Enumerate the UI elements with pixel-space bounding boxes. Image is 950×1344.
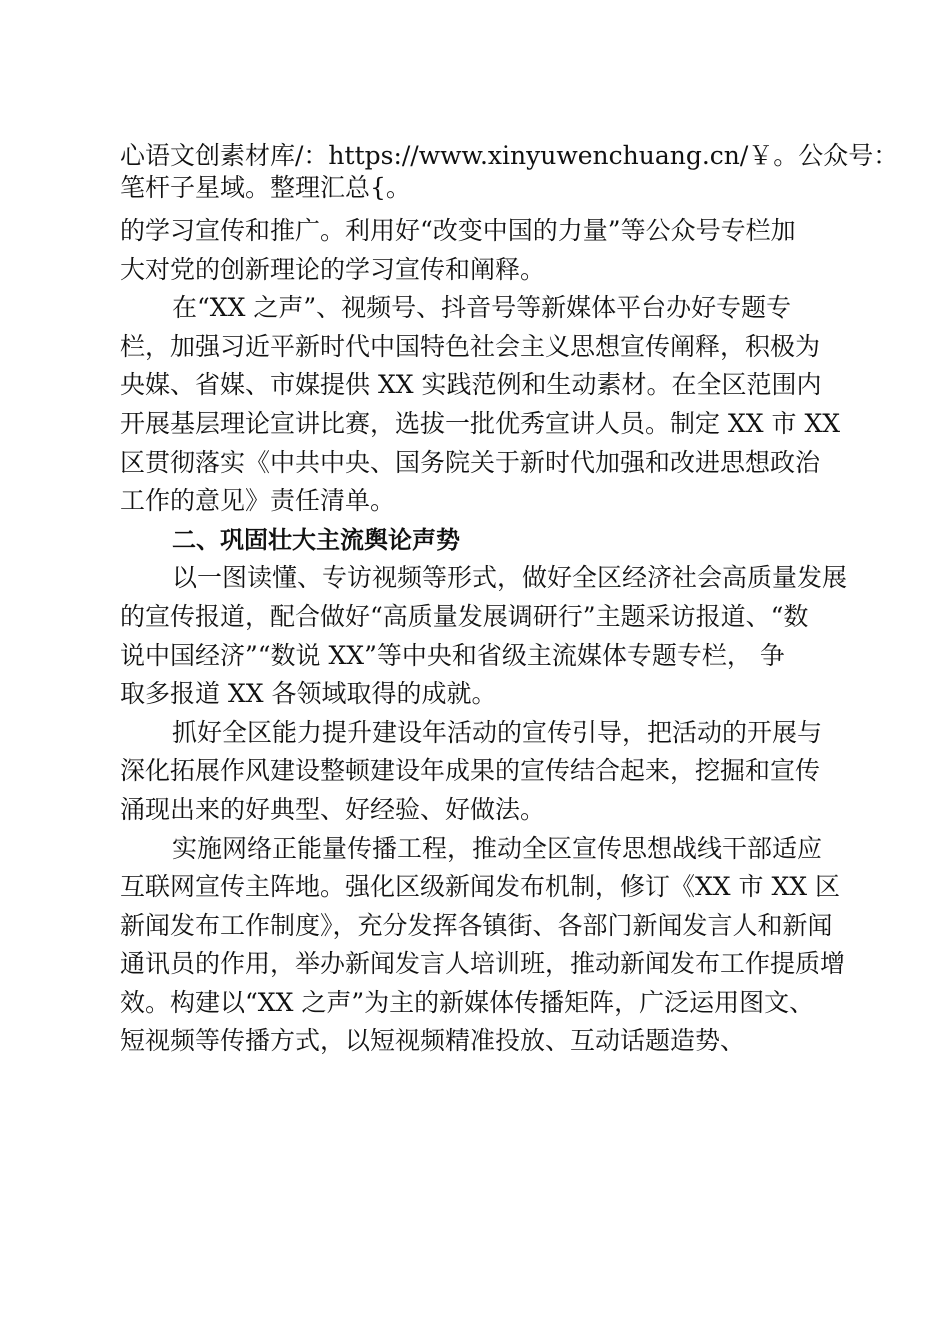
paragraph-line: 央媒、省媒、市媒提供 XX 实践范例和生动素材。在全区范围内 [120, 370, 822, 400]
paragraph-5 [120, 830, 845, 1062]
paragraph-3 [120, 559, 848, 713]
paragraph-line: 工作的意见》责任清单。 [120, 486, 396, 516]
paragraph-line: 的宣传报道，配合做好“高质量发展调研行”主题采访报道、“数 [120, 601, 809, 631]
document-body [120, 212, 848, 1061]
paragraph-4 [120, 714, 845, 830]
source-watermark-note [120, 140, 899, 204]
source-note-line-2: 笔杆子星域。整理汇总{。 [120, 173, 411, 202]
paragraph-line: 抓好全区能力提升建设年活动的宣传引导，把活动的开展与 [172, 717, 823, 747]
paragraph-line: 说中国经济”“数说 XX”等中央和省级主流媒体专题专栏， 争 [120, 640, 785, 670]
section-heading: 二、巩固壮大主流舆论声势 [172, 525, 460, 554]
section-heading-block [120, 521, 845, 560]
paragraph-line: 互联网宣传主阵地。强化区级新闻发布机制，修订《XX 市 XX 区 [120, 872, 841, 902]
paragraph-line: 开展基层理论宣讲比赛，选拔一批优秀宣讲人员。制定 XX 市 XX [120, 408, 841, 438]
paragraph-line: 通讯员的作用，举办新闻发言人培训班，推动新闻发布工作提质增 [120, 949, 846, 979]
paragraph-line: 短视频等传播方式，以短视频精准投放、互动话题造势、 [120, 1026, 746, 1056]
paragraph-line: 大对党的创新理论的学习宣传和阐释。 [120, 254, 546, 284]
paragraph-line: 实施网络正能量传播工程，推动全区宣传思想战线干部适应 [172, 833, 823, 863]
paragraph-line: 取多报道 XX 各领域取得的成就。 [120, 679, 497, 709]
paragraph-2 [120, 289, 845, 521]
paragraph-line: 涌现出来的好典型、好经验、好做法。 [120, 794, 546, 824]
paragraph-line: 效。构建以“XX 之声”为主的新媒体传播矩阵，广泛运用图文、 [120, 987, 815, 1017]
paragraph-line: 深化拓展作风建设整顿建设年成果的宣传结合起来，挖掘和宣传 [120, 756, 821, 786]
paragraph-line: 区贯彻落实《中共中央、国务院关于新时代加强和改进思想政治 [120, 447, 821, 477]
paragraph-line: 的学习宣传和推广。利用好“改变中国的力量”等公众号专栏加 [120, 216, 796, 245]
paragraph-line: 新闻发布工作制度》，充分发挥各镇街、各部门新闻发言人和新闻 [120, 910, 833, 940]
paragraph-line: 在“XX 之声”、视频号、抖音号等新媒体平台办好专题专 [172, 293, 792, 323]
paragraph-line: 栏，加强习近平新时代中国特色社会主义思想宣传阐释，积极为 [120, 331, 821, 361]
paragraph-1 [120, 212, 845, 289]
source-note-line-1: 心语文创素材库/：https://www.xinyuwenchuang.cn/￥。公众号： [120, 141, 899, 170]
paragraph-line: 以一图读懂、专访视频等形式，做好全区经济社会高质量发展 [172, 563, 848, 593]
